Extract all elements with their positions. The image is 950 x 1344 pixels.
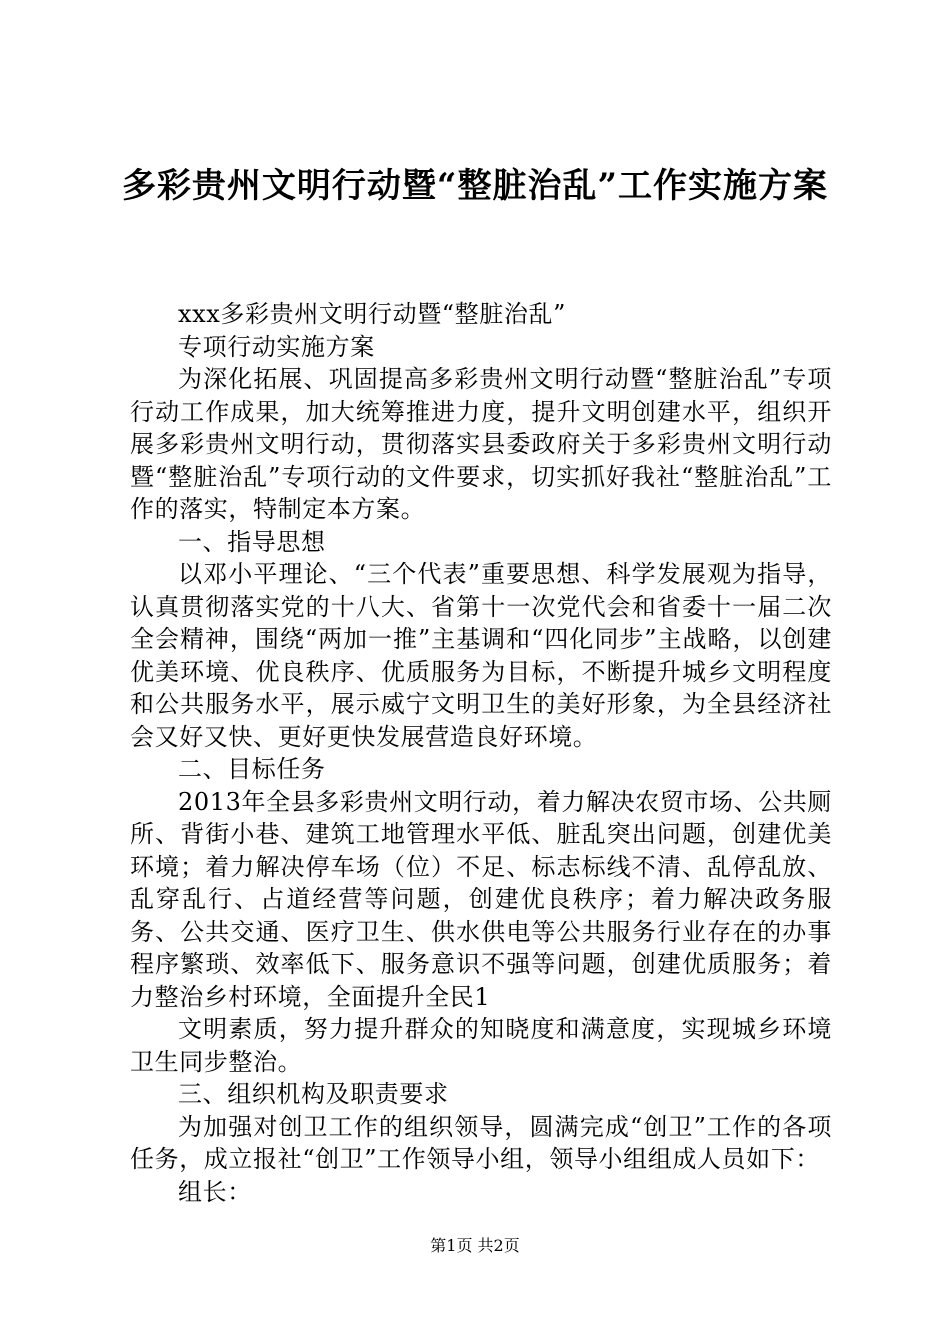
subtitle-line-1: xxx多彩贵州文明行动暨“整脏治乱” bbox=[178, 300, 566, 328]
section-heading-goals: 二、目标任务 bbox=[178, 755, 326, 783]
goals-continuation-paragraph: 文明素质，努力提升群众的知晓度和满意度，实现城乡环境卫生同步整治。 bbox=[130, 1015, 832, 1076]
organization-paragraph: 为加强对创卫工作的组织领导，圆满完成“创卫”工作的各项任务，成立报社“创卫”工作领导小组，领导小组组成人员如下： bbox=[130, 1112, 832, 1173]
subtitle-line-2: 专项行动实施方案 bbox=[178, 332, 375, 361]
document-body bbox=[130, 298, 832, 1208]
leader-line: 组长： bbox=[178, 1177, 252, 1206]
document-title: 多彩贵州文明行动暨“整脏治乱”工作实施方案 bbox=[121, 166, 829, 206]
section-heading-guiding-ideology: 一、指导思想 bbox=[178, 527, 326, 556]
intro-paragraph: 为深化拓展、巩固提高多彩贵州文明行动暨“整脏治乱”专项行动工作成果，加大统筹推进力度，提升文明创建水平，组织开展多彩贵州文明行动，贯彻落实县委政府关于多彩贵州文明行动暨“整脏治乱”专项行动的文件要求，切实抓好我社“整脏治乱”工作的落实，特制定本方案。 bbox=[130, 365, 832, 523]
section-heading-organization: 三、组织机构及职责要求 bbox=[178, 1080, 449, 1108]
goals-paragraph: 2013年全县多彩贵州文明行动，着力解决农贸市场、公共厕所、背街小巷、建筑工地管理水平低、脏乱突出问题，创建优美环境；着力解决停车场（位）不足、标志标线不清、乱停乱放、乱穿乱行、占道经营等问题，创建优良秩序；着力解决政务服务、公共交通、医疗卫生、供水供电等公共服务行业存在的办事程序繁琐、效率低下、服务意识不强等问题，创建优质服务；着力整治乡村环境，全面提升全民1 bbox=[130, 787, 832, 1011]
guiding-ideology-paragraph: 以邓小平理论、“三个代表”重要思想、科学发展观为指导，认真贯彻落实党的十八大、省第十一次党代会和省委十一届二次全会精神，围绕“两加一推”主基调和“四化同步”主战略，以创建优美环境、优良秩序、优质服务为目标，不断提升城乡文明程度和公共服务水平，展示威宁文明卫生的美好形象，为全县经济社会又好又快、更好更快发展营造良好环境。 bbox=[130, 560, 832, 751]
page-footer: 第1页 共2页 bbox=[430, 1236, 520, 1255]
